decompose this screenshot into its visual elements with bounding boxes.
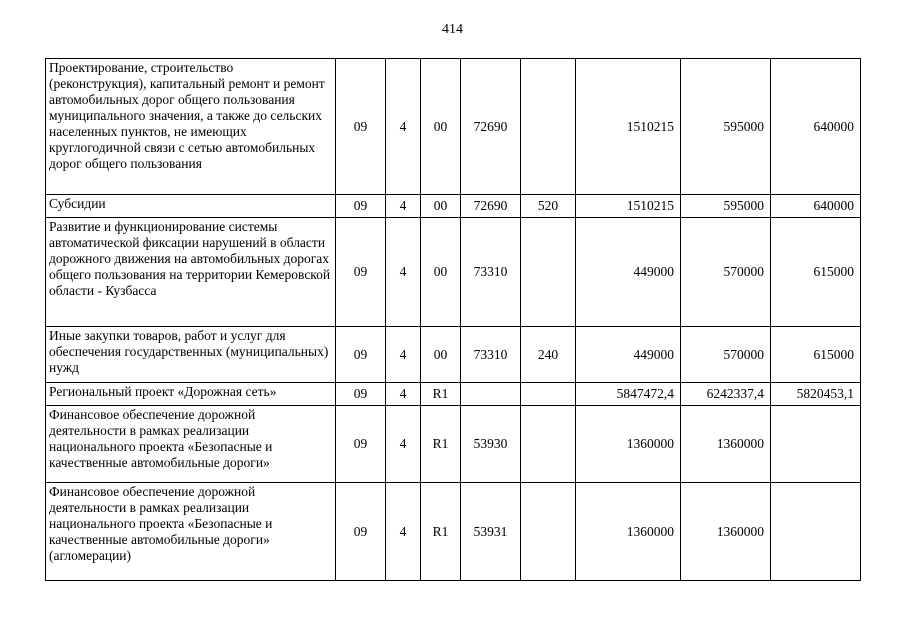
code-cell: 4 [386, 59, 421, 195]
table-row [46, 383, 861, 406]
table-row [46, 195, 861, 218]
code-cell: 72690 [461, 195, 521, 218]
row-name-cell: Финансовое обеспечение дорожной деятельности в рамках реализации национального проекта «Безопасные и качественные автомобильные дороги» (агломерации) [46, 483, 336, 581]
amount-cell: 449000 [576, 218, 681, 327]
amount-cell: 1510215 [576, 59, 681, 195]
code-cell [521, 406, 576, 483]
code-cell: 72690 [461, 59, 521, 195]
code-cell: 09 [336, 483, 386, 581]
row-name-cell: Субсидии [46, 195, 336, 218]
code-cell [461, 383, 521, 406]
amount-cell: 449000 [576, 327, 681, 383]
amount-cell: 640000 [771, 195, 861, 218]
amount-cell: 5847472,4 [576, 383, 681, 406]
amount-cell: 615000 [771, 218, 861, 327]
row-name-cell: Иные закупки товаров, работ и услуг для обеспечения государственных (муниципальных) нужд [46, 327, 336, 383]
code-cell: 53930 [461, 406, 521, 483]
code-cell: 00 [421, 327, 461, 383]
code-cell [521, 218, 576, 327]
budget-table-body [46, 59, 861, 581]
code-cell: 00 [421, 59, 461, 195]
code-cell: R1 [421, 406, 461, 483]
budget-table [45, 58, 861, 581]
code-cell: 4 [386, 406, 421, 483]
amount-cell: 1360000 [576, 406, 681, 483]
code-cell: 09 [336, 195, 386, 218]
amount-cell: 1360000 [681, 483, 771, 581]
code-cell: 73310 [461, 327, 521, 383]
row-name-cell: Финансовое обеспечение дорожной деятельности в рамках реализации национального проекта «Безопасные и качественные автомобильные дороги» [46, 406, 336, 483]
table-row [46, 483, 861, 581]
code-cell: 73310 [461, 218, 521, 327]
amount-cell: 6242337,4 [681, 383, 771, 406]
table-row [46, 218, 861, 327]
code-cell: 4 [386, 195, 421, 218]
code-cell: 4 [386, 218, 421, 327]
amount-cell: 595000 [681, 195, 771, 218]
amount-cell: 640000 [771, 59, 861, 195]
table-row [46, 59, 861, 195]
row-name-cell: Региональный проект «Дорожная сеть» [46, 383, 336, 406]
amount-cell: 615000 [771, 327, 861, 383]
code-cell: R1 [421, 483, 461, 581]
amount-cell: 1360000 [576, 483, 681, 581]
code-cell: 09 [336, 59, 386, 195]
code-cell: 09 [336, 406, 386, 483]
code-cell: 4 [386, 383, 421, 406]
code-cell: 09 [336, 327, 386, 383]
code-cell: 4 [386, 327, 421, 383]
amount-cell: 570000 [681, 327, 771, 383]
code-cell: 09 [336, 383, 386, 406]
amount-cell: 595000 [681, 59, 771, 195]
code-cell: 53931 [461, 483, 521, 581]
amount-cell: 1360000 [681, 406, 771, 483]
row-name-cell: Развитие и функционирование системы автоматической фиксации нарушений в области дорожного движения на автомобильных дорогах общего пользования на территории Кемеровской области - Кузбасса [46, 218, 336, 327]
code-cell [521, 483, 576, 581]
amount-cell [771, 483, 861, 581]
code-cell [521, 383, 576, 406]
code-cell: 520 [521, 195, 576, 218]
row-name-cell: Проектирование, строительство (реконструкция), капитальный ремонт и ремонт автомобильных дорог общего пользования муниципального значения, а также до сельских населенных пунктов, не имеющих круглогодичной связи с сетью автомобильных дорог общего пользования [46, 59, 336, 195]
code-cell [521, 59, 576, 195]
table-row [46, 406, 861, 483]
code-cell: 09 [336, 218, 386, 327]
code-cell: 4 [386, 483, 421, 581]
page-number: 414 [442, 22, 463, 37]
amount-cell [771, 406, 861, 483]
code-cell: 00 [421, 218, 461, 327]
amount-cell: 1510215 [576, 195, 681, 218]
amount-cell: 5820453,1 [771, 383, 861, 406]
table-row [46, 327, 861, 383]
code-cell: 240 [521, 327, 576, 383]
amount-cell: 570000 [681, 218, 771, 327]
code-cell: R1 [421, 383, 461, 406]
code-cell: 00 [421, 195, 461, 218]
